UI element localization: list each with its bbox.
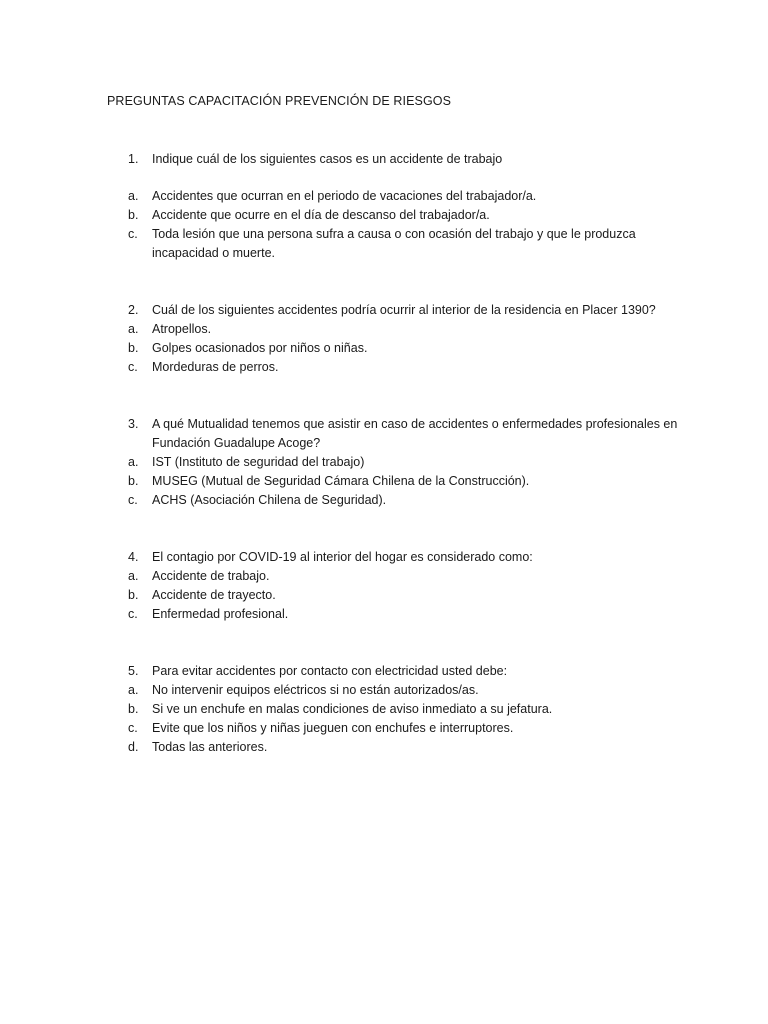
option-item bbox=[128, 339, 688, 358]
option-letter: c. bbox=[128, 227, 138, 241]
option-letter: c. bbox=[128, 493, 138, 507]
option-text: Accidentes que ocurran en el periodo de vacaciones del trabajador/a. bbox=[152, 189, 537, 203]
option-text: Accidente de trayecto. bbox=[152, 588, 276, 602]
option-letter: b. bbox=[128, 208, 139, 222]
option-letter: a. bbox=[128, 455, 139, 469]
option-text: ACHS (Asociación Chilena de Seguridad). bbox=[152, 493, 387, 507]
option-text: Atropellos. bbox=[152, 322, 212, 336]
option-item bbox=[128, 453, 688, 472]
question-number: 5. bbox=[128, 664, 139, 678]
option-letter: b. bbox=[128, 588, 139, 602]
option-item bbox=[128, 719, 688, 738]
question-label: A qué Mutualidad tenemos que asistir en caso de accidentes o enfermedades profesionales en Fundación Guadalupe Acoge? bbox=[152, 417, 678, 450]
option-text: Accidente de trabajo. bbox=[152, 569, 270, 583]
option-item bbox=[128, 567, 688, 586]
option-item bbox=[128, 605, 688, 624]
option-item bbox=[128, 472, 688, 491]
option-item bbox=[128, 491, 688, 510]
question-label: Cuál de los siguientes accidentes podría ocurrir al interior de la residencia en Placer 1390? bbox=[152, 303, 656, 317]
question-number: 1. bbox=[128, 152, 139, 166]
option-text: Si ve un enchufe en malas condiciones de aviso inmediato a su jefatura. bbox=[152, 702, 553, 716]
question-text bbox=[128, 150, 688, 169]
option-item bbox=[128, 187, 688, 206]
option-text: No intervenir equipos eléctricos si no están autorizados/as. bbox=[152, 683, 479, 697]
option-letter: b. bbox=[128, 474, 139, 488]
option-text: IST (Instituto de seguridad del trabajo) bbox=[152, 455, 365, 469]
question-5 bbox=[128, 662, 688, 757]
option-item bbox=[128, 700, 688, 719]
option-text: Todas las anteriores. bbox=[152, 740, 268, 754]
page-title: PREGUNTAS CAPACITACIÓN PREVENCIÓN DE RIESGOS bbox=[107, 94, 452, 108]
question-number: 3. bbox=[128, 417, 139, 431]
option-item bbox=[128, 586, 688, 605]
option-item bbox=[128, 225, 688, 263]
question-2 bbox=[128, 301, 688, 377]
question-number: 2. bbox=[128, 303, 139, 317]
option-letter: c. bbox=[128, 360, 138, 374]
question-4 bbox=[128, 548, 688, 624]
option-text: Enfermedad profesional. bbox=[152, 607, 289, 621]
option-text: Evite que los niños y niñas jueguen con enchufes e interruptores. bbox=[152, 721, 514, 735]
question-text bbox=[128, 548, 688, 567]
option-text: MUSEG (Mutual de Seguridad Cámara Chilena de la Construcción). bbox=[152, 474, 530, 488]
option-text: Accidente que ocurre en el día de descanso del trabajador/a. bbox=[152, 208, 490, 222]
question-1 bbox=[128, 150, 688, 169]
option-letter: b. bbox=[128, 702, 139, 716]
option-text: Toda lesión que una persona sufra a causa o con ocasión del trabajo y que le produzca incapacidad o muerte. bbox=[152, 227, 636, 260]
question-label: Para evitar accidentes por contacto con electricidad usted debe: bbox=[152, 664, 508, 678]
option-letter: b. bbox=[128, 341, 139, 355]
option-item bbox=[128, 206, 688, 225]
question-3 bbox=[128, 415, 688, 510]
question-text bbox=[128, 301, 688, 320]
option-item bbox=[128, 358, 688, 377]
option-letter: a. bbox=[128, 322, 139, 336]
option-letter: d. bbox=[128, 740, 139, 754]
option-letter: a. bbox=[128, 683, 139, 697]
option-letter: c. bbox=[128, 721, 138, 735]
question-label: El contagio por COVID-19 al interior del hogar es considerado como: bbox=[152, 550, 533, 564]
question-text bbox=[128, 415, 688, 453]
question-label: Indique cuál de los siguientes casos es un accidente de trabajo bbox=[152, 152, 503, 166]
question-number: 4. bbox=[128, 550, 139, 564]
option-item bbox=[128, 738, 688, 757]
option-letter: a. bbox=[128, 189, 139, 203]
option-letter: c. bbox=[128, 607, 138, 621]
option-item bbox=[128, 320, 688, 339]
option-text: Mordeduras de perros. bbox=[152, 360, 279, 374]
option-letter: a. bbox=[128, 569, 139, 583]
option-item bbox=[128, 681, 688, 700]
question-text bbox=[128, 662, 688, 681]
question-1-options bbox=[128, 187, 688, 263]
option-text: Golpes ocasionados por niños o niñas. bbox=[152, 341, 368, 355]
